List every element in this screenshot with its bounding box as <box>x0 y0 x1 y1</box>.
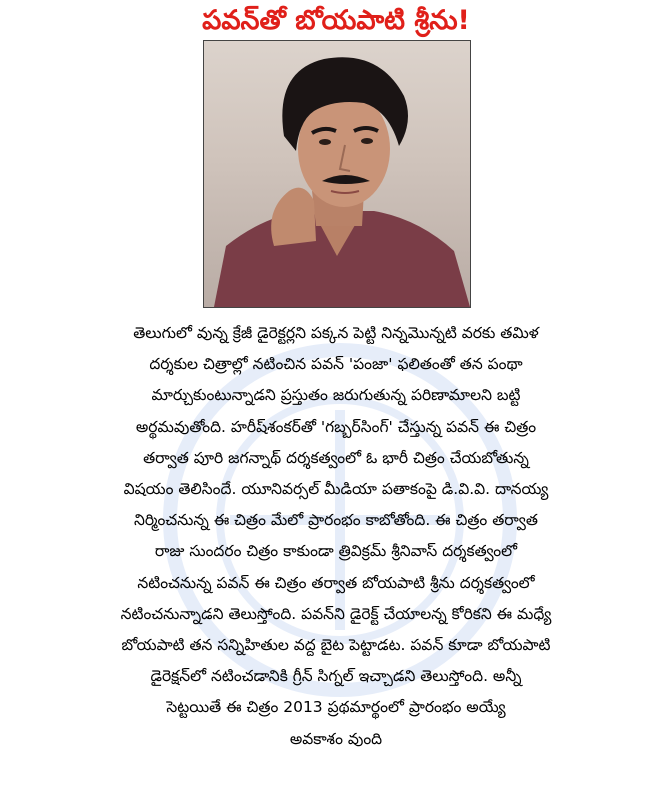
actor-photo <box>203 40 471 308</box>
article-body <box>40 318 632 755</box>
article-line: రాజు సుందరం చిత్రం కాకుండా త్రివిక్రమ్ శ్రీనివాస్ దర్శకత్వంలో <box>154 542 518 561</box>
article-line: అర్థమవుతోంది. హరీష్‌శంకర్‌తో 'గబ్బర్‌సింగ్' చేస్తున్న పవన్ ఈ చిత్రం <box>135 417 537 436</box>
article-line: నిర్మించనున్న ఈ చిత్రం మేలో ప్రారంభం కాబోతోంది. ఈ చిత్రం తర్వాత <box>134 511 538 530</box>
article-headline: పవన్‌తో బోయపాటి శ్రీను! <box>202 5 470 36</box>
article-line: విషయం తెలిసిందే. యూనివర్సల్ మీడియా పతాకంపై డి.వి.వి. దానయ్య <box>123 480 549 499</box>
article-line: తెలుగులో వున్న క్రేజీ డైరెక్టర్లని పక్కన పెట్టి నిన్నమొన్నటి వరకు తమిళ <box>133 324 539 342</box>
article-line: నటించనున్న పవన్ ఈ చిత్రం తర్వాత బోయపాటి శ్రీను దర్శకత్వంలో <box>137 573 535 592</box>
article-line: బోయపాటి తన సన్నిహితుల వద్ద బైట పెట్టాడట. పవన్ కూడా బోయపాటి <box>121 636 551 655</box>
article-line: తర్వాత పూరి జగన్నాథ్ దర్శకత్వంలో ఓ భారీ చిత్రం చేయబోతున్న <box>143 448 529 467</box>
article-line: సెట్టయితే ఈ చిత్రం 2013 ప్రథమార్థంలో ప్రారంభం అయ్యే <box>166 698 506 717</box>
article-line: దర్శకుల చిత్రాల్లో నటించిన పవన్ 'పంజా' ఫలితంతో తన పంథా <box>149 355 523 374</box>
article-line: డైరెక్షన్‌లో నటించడానికి గ్రీన్ సిగ్నల్ ఇచ్చాడని తెలుస్తోంది. అన్నీ <box>150 667 522 686</box>
article-line: నటించనున్నాడని తెలుస్తోంది. పవన్‌ని డైరెక్ట్ చేయాలన్న కోరికని ఈ మధ్యే <box>120 604 552 623</box>
portrait-photo-icon <box>204 41 470 307</box>
article-line: అవకాశం వుంది <box>289 729 383 748</box>
article-line: మార్చుకుంటున్నాడని ప్రస్తుతం జరుగుతున్న పరిణామాలని బట్టి <box>151 386 521 405</box>
